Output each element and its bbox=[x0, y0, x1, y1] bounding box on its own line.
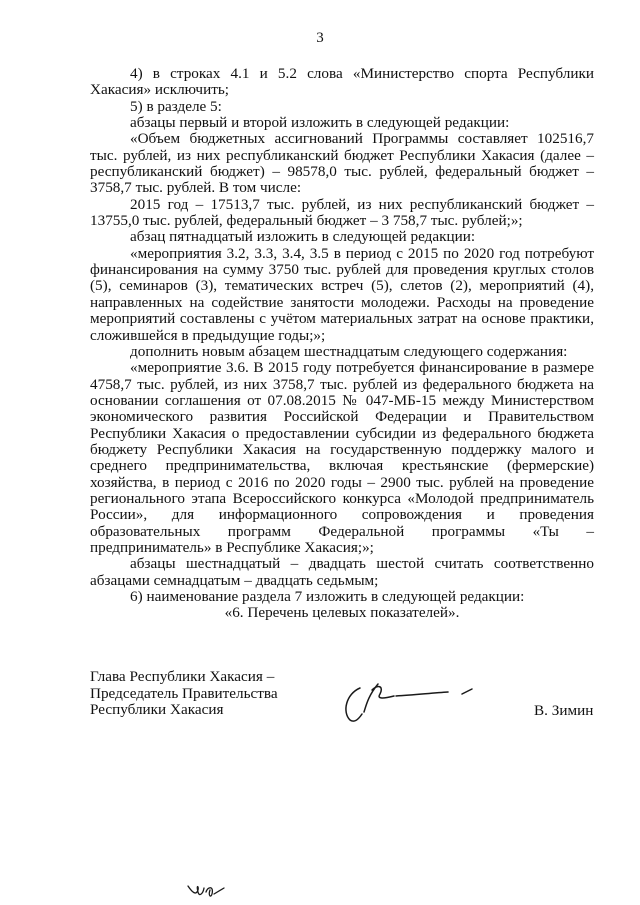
paragraph-budget-total: «Объем бюджетных ассигнований Программы составляет 102516,7 тыс. рублей, из них республиканский бюджет Республики Хакасия (далее – республиканский бюджет) – 98578,0 тыс. рублей, федеральный бюджет – 3758,7 тыс. рублей. В том числе: bbox=[90, 130, 594, 197]
page-number: 3 bbox=[316, 30, 324, 46]
paragraph-instruction: абзацы первый и второй изложить в следующей редакции: bbox=[130, 114, 510, 132]
paragraph-item-5: 5) в разделе 5: bbox=[130, 97, 222, 115]
paragraph-instruction: дополнить новым абзацем шестнадцатым следующего содержания: bbox=[130, 342, 568, 360]
paragraph-budget-2015: 2015 год – 17513,7 тыс. рублей, из них республиканский бюджет – 13755,0 тыс. рублей, федеральный бюджет – 3 758,7 тыс. рублей;»; bbox=[90, 195, 594, 230]
paragraph-events-3-2: «мероприятия 3.2, 3.3, 3.4, 3.5 в период с 2015 по 2020 год потребуют финансирования на сумму 3750 тыс. рублей для проведения круглых столов (5), семинаров (3), тематических встреч (5), слетов (2), мероприятий (4), направленных на содействие занятости молодежи. Расходы на проведение мероприятий составлены с учётом материальных затрат на основе практики, сложившейся в предыдущие годы;»; bbox=[90, 244, 594, 344]
signer-name: В. Зимин bbox=[534, 702, 594, 719]
handwritten-signature bbox=[338, 676, 488, 726]
signatory-position-line: Глава Республики Хакасия – bbox=[90, 668, 275, 685]
paragraph-item-6: 6) наименование раздела 7 изложить в следующей редакции: bbox=[130, 588, 525, 605]
paragraph-renumbering: абзацы шестнадцатый – двадцать шестой считать соответственно абзацами семнадцатым – двадцать седьмым; bbox=[90, 555, 594, 589]
paragraph-event-3-6: «мероприятие 3.6. В 2015 году потребуется финансирование в размере 4758,7 тыс. рублей, из них 3758,7 тыс. рублей из федерального бюджета на основании соглашения от 07.08.2015 № 047-МБ-15 между Министерством экономического развития Российской Федерации и Правительством Республики Хакасия о предоставлении субсидии из федерального бюджета бюджету Республики Хакасия на государственную поддержку малого и среднего предпринимательства, включая крестьянские (фермерские) хозяйства, в период с 2016 по 2020 годы – 2900 тыс. рублей на проведение регионального этапа Всероссийского конкурса «Молодой предприниматель России», для информационного сопровождения и проведения образовательных программ Федеральной программы «Ты – предприниматель» в Республике Хакасия;»; bbox=[90, 359, 594, 556]
document-body bbox=[90, 66, 594, 622]
signatory-position-line: Председатель Правительства bbox=[90, 684, 278, 702]
handwritten-mark bbox=[184, 878, 234, 902]
signatory-position-line: Республики Хакасия bbox=[90, 701, 224, 718]
paragraph-item-4: 4) в строках 4.1 и 5.2 слова «Министерство спорта Республики Хакасия» исключить; bbox=[90, 65, 594, 99]
paragraph-instruction: абзац пятнадцатый изложить в следующей редакции: bbox=[130, 228, 476, 246]
signatory-position bbox=[90, 669, 278, 719]
section-title: «6. Перечень целевых показателей». bbox=[224, 604, 460, 622]
